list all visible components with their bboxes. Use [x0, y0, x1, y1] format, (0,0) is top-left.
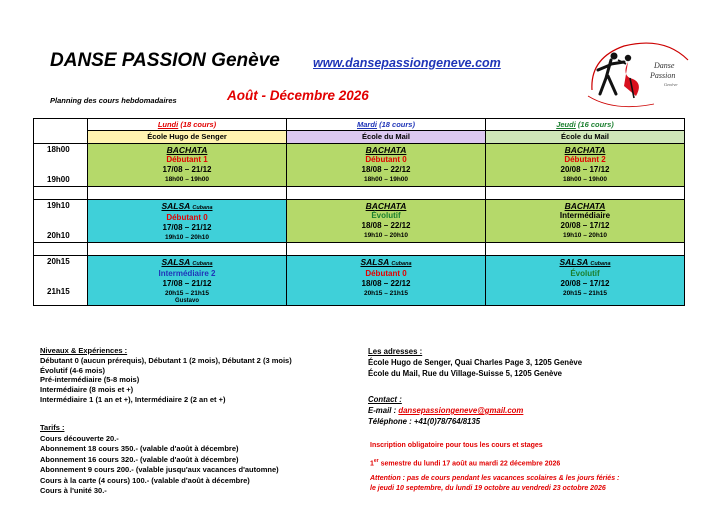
- course-dates: 18/08 – 22/12: [361, 279, 411, 288]
- slot-start-time: 19h10: [47, 201, 70, 210]
- course-cell[interactable]: [287, 200, 486, 243]
- course-cell[interactable]: [88, 144, 287, 187]
- course-name: BACHATA: [365, 145, 407, 155]
- tarif-line: Cours à l'unité 30.-: [40, 486, 107, 495]
- course-dates: 20/08 – 17/12: [560, 221, 610, 230]
- slot-end-time: 20h10: [47, 231, 70, 240]
- slot-start-time: 18h00: [47, 145, 70, 154]
- holiday-line-2: le jeudi 10 septembre, du lundi 19 octobre au vendredi 23 octobre 2026: [370, 484, 606, 492]
- levels-section: [40, 346, 292, 405]
- course-name: BACHATA: [564, 145, 606, 155]
- course-level: Intermédiaire: [559, 211, 611, 220]
- course-level: Débutant 0: [166, 213, 208, 222]
- day-count: (16 cours): [577, 120, 614, 129]
- course-style: Cubana: [391, 261, 412, 267]
- slot-row-2: [34, 200, 685, 243]
- course-level: Débutant 0: [365, 155, 407, 164]
- school-thursday: École du Mail: [486, 131, 685, 144]
- tarif-line: Cours à la carte (4 cours) 100.- (valable d'août à décembre): [40, 475, 250, 485]
- course-style: Cubana: [192, 261, 213, 267]
- danse-passion-logo: [584, 38, 696, 112]
- separator-row: [34, 187, 685, 200]
- course-cell[interactable]: [88, 256, 287, 306]
- course-cell[interactable]: [287, 144, 486, 187]
- course-level: Débutant 2: [564, 155, 606, 164]
- address-line: École Hugo de Senger, Quai Charles Page 3, 1205 Genève: [368, 358, 583, 367]
- school-monday: École Hugo de Senger: [88, 131, 287, 144]
- course-dates: 17/08 – 21/12: [162, 223, 212, 232]
- levels-line: Évolutif (4-6 mois): [40, 365, 106, 375]
- course-hours: 20h15 – 21h15: [164, 290, 210, 297]
- time-cell: [34, 256, 88, 306]
- holiday-line-1: Attention : pas de cours pendant les vacances scolaires & les jours fériés :: [370, 475, 620, 482]
- course-hours: 18h00 – 19h00: [164, 176, 210, 183]
- course-cell[interactable]: [88, 200, 287, 243]
- tarifs-heading: Tarifs :: [40, 423, 65, 432]
- day-tuesday: [287, 119, 486, 131]
- course-name: SALSA Cubana: [161, 257, 213, 267]
- slot-row-3: [34, 256, 685, 306]
- phone-number: +41(0)78/764/8135: [413, 417, 481, 426]
- course-hours: 20h15 – 21h15: [562, 290, 608, 297]
- time-cell: [34, 200, 88, 243]
- holiday-notice: [370, 474, 619, 493]
- course-hours: 19h10 – 20h10: [363, 232, 409, 239]
- day-count: (18 cours): [180, 120, 217, 129]
- slot-end-time: 21h15: [47, 287, 70, 296]
- course-level: Évolutif: [570, 269, 600, 278]
- phone-label: Téléphone :: [368, 417, 414, 426]
- corner-cell: [34, 119, 88, 144]
- course-style: Cubana: [192, 205, 213, 211]
- levels-line: Débutant 0 (aucun prérequis), Débutant 1 (2 mois), Débutant 2 (3 mois): [40, 355, 292, 365]
- logo-text-passion: Passion: [650, 71, 676, 80]
- website-link[interactable]: www.dansepassiongeneve.com: [313, 56, 501, 70]
- planning-subtitle: Planning des cours hebdomadaires: [50, 96, 177, 105]
- course-cell[interactable]: [486, 256, 685, 306]
- logo-text-geneve: Genève: [664, 82, 678, 87]
- addresses-heading: Les adresses :: [368, 347, 423, 356]
- addresses-section: [368, 346, 582, 379]
- course-name: BACHATA: [166, 145, 208, 155]
- course-cell[interactable]: [486, 200, 685, 243]
- logo-text-danse: Danse: [654, 61, 675, 70]
- course-level: Intermédiaire 2: [158, 269, 216, 278]
- tarif-line: Abonnement 9 cours 200.- (valable jusqu'aux vacances d'automne): [40, 465, 279, 474]
- course-level: Évolutif: [371, 211, 401, 220]
- day-name: Lundi: [157, 120, 179, 129]
- course-hours: 19h10 – 20h10: [164, 234, 210, 241]
- course-style: Cubana: [590, 261, 611, 267]
- course-dates: 17/08 – 21/12: [162, 165, 212, 174]
- day-count: (18 cours): [379, 120, 415, 129]
- course-hours: 18h00 – 19h00: [363, 176, 409, 183]
- semester-info: [370, 458, 560, 467]
- day-name: Jeudi: [556, 120, 576, 129]
- course-dates: 18/08 – 22/12: [361, 165, 411, 174]
- tarif-line: Abonnement 18 cours 350.- (valable d'août à décembre): [40, 444, 239, 453]
- course-name: BACHATA: [365, 201, 407, 211]
- course-dates: 20/08 – 17/12: [560, 165, 610, 174]
- planning-period: Août - Décembre 2026: [227, 88, 369, 103]
- registration-notice: Inscription obligatoire pour tous les cours et stages: [370, 442, 543, 449]
- course-dates: 17/08 – 21/12: [162, 279, 212, 288]
- day-name: Mardi: [357, 120, 378, 129]
- course-name: SALSA Cubana: [360, 257, 412, 267]
- course-name: SALSA Cubana: [161, 201, 213, 211]
- day-monday: [88, 119, 287, 131]
- levels-line: Intermédiaire (8 mois et +): [40, 385, 134, 395]
- schedule-table: [33, 118, 685, 306]
- slot-end-time: 19h00: [47, 175, 70, 184]
- course-level: Débutant 1: [166, 155, 208, 164]
- time-cell: [34, 144, 88, 187]
- day-thursday: [486, 119, 685, 131]
- email-link[interactable]: dansepassiongeneve@gmail.com: [398, 406, 524, 415]
- semester-suffix: er: [373, 458, 379, 464]
- tarif-line: Cours découverte 20.-: [40, 433, 119, 443]
- course-name: BACHATA: [564, 201, 606, 211]
- levels-line: Intermédiaire 1 (1 an et +), Intermédiaire 2 (2 an et +): [40, 394, 226, 404]
- semester-number: 1: [370, 460, 374, 468]
- course-level: Débutant 0: [365, 269, 407, 278]
- levels-heading: Niveaux & Expériences :: [40, 346, 128, 355]
- course-name: SALSA Cubana: [559, 257, 611, 267]
- day-header-row: [34, 119, 685, 131]
- slot-row-1: [34, 144, 685, 187]
- course-cell[interactable]: [287, 256, 486, 306]
- tarifs-section: [40, 423, 279, 497]
- school-row: [34, 131, 685, 144]
- slot-start-time: 20h15: [47, 257, 70, 266]
- contact-section: [368, 394, 523, 427]
- email-row: [368, 405, 523, 416]
- contact-heading: Contact :: [368, 395, 402, 404]
- school-tuesday: École du Mail: [287, 131, 486, 144]
- tarif-line: Abonnement 16 cours 320.- (valable d'août à décembre): [40, 454, 239, 464]
- levels-line: Pré-intermédiaire (5-8 mois): [40, 375, 140, 385]
- course-hours: 19h10 – 20h10: [562, 232, 608, 239]
- semester-text: semestre du lundi 17 août au mardi 22 décembre 2026: [378, 460, 561, 468]
- separator-row: [34, 243, 685, 256]
- course-cell[interactable]: [486, 144, 685, 187]
- email-label: E-mail :: [368, 406, 399, 415]
- phone-row: [368, 416, 523, 427]
- course-teacher: Gustavo: [174, 298, 199, 304]
- page-title: DANSE PASSION Genève: [50, 50, 280, 71]
- course-dates: 20/08 – 17/12: [560, 279, 610, 288]
- course-hours: 20h15 – 21h15: [363, 290, 409, 297]
- course-dates: 18/08 – 22/12: [361, 221, 411, 230]
- course-hours: 18h00 – 19h00: [562, 176, 608, 183]
- address-line: École du Mail, Rue du Village-Suisse 5, 1205 Genève: [368, 369, 562, 378]
